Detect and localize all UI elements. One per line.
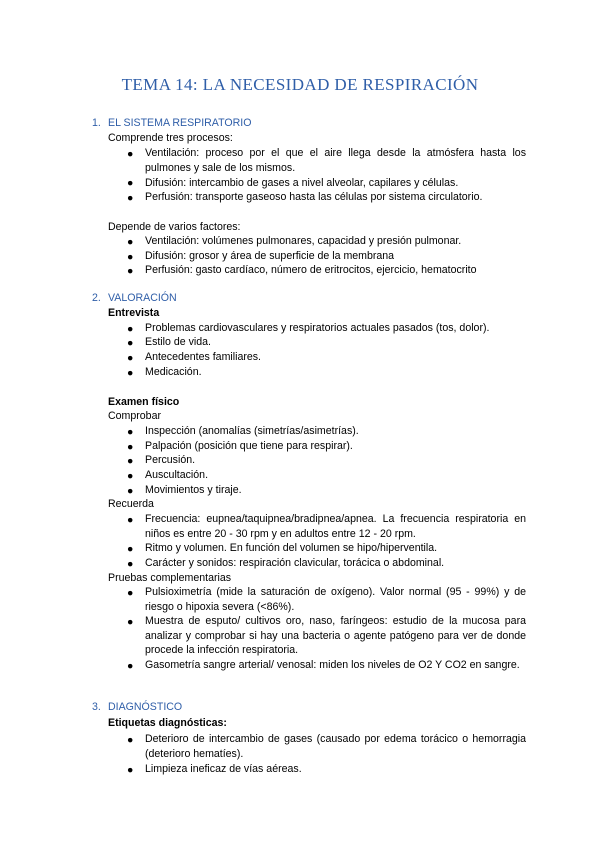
bullet-icon: ●	[127, 265, 134, 277]
bullet-icon: ●	[127, 236, 134, 248]
bullet-icon: ●	[127, 337, 134, 349]
list-item: Deterioro de intercambio de gases (causado por edema torácico o hemorragia (deterioro hematíes).	[145, 733, 526, 760]
section-heading-valoracion: 2. VALORACIÓN	[92, 292, 177, 304]
bullet-icon: ●	[127, 616, 134, 628]
list-item: Movimientos y tiraje.	[145, 484, 242, 496]
bullet-icon: ●	[127, 148, 134, 160]
list-item: Ventilación: volúmenes pulmonares, capacidad y presión pulmonar.	[145, 235, 462, 247]
subheading-entrevista: Entrevista	[108, 307, 160, 319]
list-item: Inspección (anomalías (simetrías/asimetrías).	[145, 425, 359, 437]
page-title: TEMA 14: LA NECESIDAD DE RESPIRACIÓN	[121, 75, 479, 94]
bullet-icon: ●	[127, 192, 134, 204]
bullet-icon: ●	[127, 323, 134, 335]
list-item: Carácter y sonidos: respiración clavicular, torácica o abdominal.	[145, 557, 445, 569]
list-item: Ventilación: proceso por el que el aire llega desde la atmósfera hasta los pulmones y sale de los mismos.	[145, 147, 526, 174]
bullet-icon: ●	[127, 543, 134, 555]
list-item: Antecedentes familiares.	[145, 351, 262, 363]
list-item: Palpación (posición que tiene para respirar).	[145, 440, 353, 452]
paragraph-intro: Depende de varios factores:	[108, 221, 241, 233]
list-item: Muestra de esputo/ cultivos oro, naso, faríngeos: estudio de la mucosa para analizar y comprobar si hay una bacteria o agente patógeno para ver de donde procede la infección respiratoria.	[145, 615, 526, 657]
bullet-icon: ●	[127, 251, 134, 263]
bullet-icon: ●	[127, 470, 134, 482]
subheading-etiquetas-diagnosticas: Etiquetas diagnósticas:	[108, 717, 227, 729]
label-pruebas-complementarias: Pruebas complementarias	[108, 572, 232, 584]
subheading-examen-fisico: Examen físico	[108, 396, 180, 408]
list-item: Difusión: grosor y área de superficie de la membrana	[145, 250, 395, 262]
list-item: Pulsioximetría (mide la saturación de oxígeno). Valor normal (95 - 99%) y de riesgo o hipoxia severa (<86%).	[145, 586, 526, 613]
bullet-icon: ●	[127, 367, 134, 379]
bullet-icon: ●	[127, 426, 134, 438]
bullet-icon: ●	[127, 441, 134, 453]
bullet-icon: ●	[127, 660, 134, 672]
list-item: Medicación.	[145, 366, 202, 378]
list-item: Auscultación.	[145, 469, 209, 481]
bullet-icon: ●	[127, 587, 134, 599]
list-item: Estilo de vida.	[145, 336, 211, 348]
list-item: Perfusión: gasto cardíaco, número de eritrocitos, ejercicio, hematocrito	[145, 264, 477, 276]
bullet-icon: ●	[127, 177, 134, 189]
list-item: Frecuencia: eupnea/taquipnea/bradipnea/apnea. La frecuencia respiratoria en niños es entre 20 - 30 rpm y en adultos entre 12 - 20 rpm.	[145, 513, 526, 540]
list-item: Problemas cardiovasculares y respiratorios actuales pasados (tos, dolor).	[145, 322, 490, 334]
list-item: Percusión.	[145, 454, 196, 466]
paragraph-intro: Comprende tres procesos:	[108, 132, 233, 144]
list-item: Difusión: intercambio de gases a nivel alveolar, capilares y células.	[145, 177, 459, 189]
bullet-icon: ●	[127, 352, 134, 364]
bullet-icon: ●	[127, 485, 134, 497]
list-item: Perfusión: transporte gaseoso hasta las células por sistema circulatorio.	[145, 191, 483, 203]
label-comprobar: Comprobar	[108, 410, 161, 422]
bullet-icon: ●	[127, 455, 134, 467]
list-item: Gasometría sangre arterial/ venosal: miden los niveles de O2 Y CO2 en sangre.	[145, 659, 520, 671]
bullet-icon: ●	[127, 734, 134, 746]
bullet-icon: ●	[127, 558, 134, 570]
bullet-icon: ●	[127, 514, 134, 526]
section-heading-sistema-respiratorio: 1. EL SISTEMA RESPIRATORIO	[92, 117, 252, 129]
list-item: Ritmo y volumen. En función del volumen se hipo/hiperventila.	[145, 542, 438, 554]
list-item: Limpieza ineficaz de vías aéreas.	[145, 763, 302, 775]
label-recuerda: Recuerda	[108, 498, 154, 510]
bullet-icon: ●	[127, 764, 134, 776]
section-heading-diagnostico: 3. DIAGNÓSTICO	[92, 701, 183, 713]
